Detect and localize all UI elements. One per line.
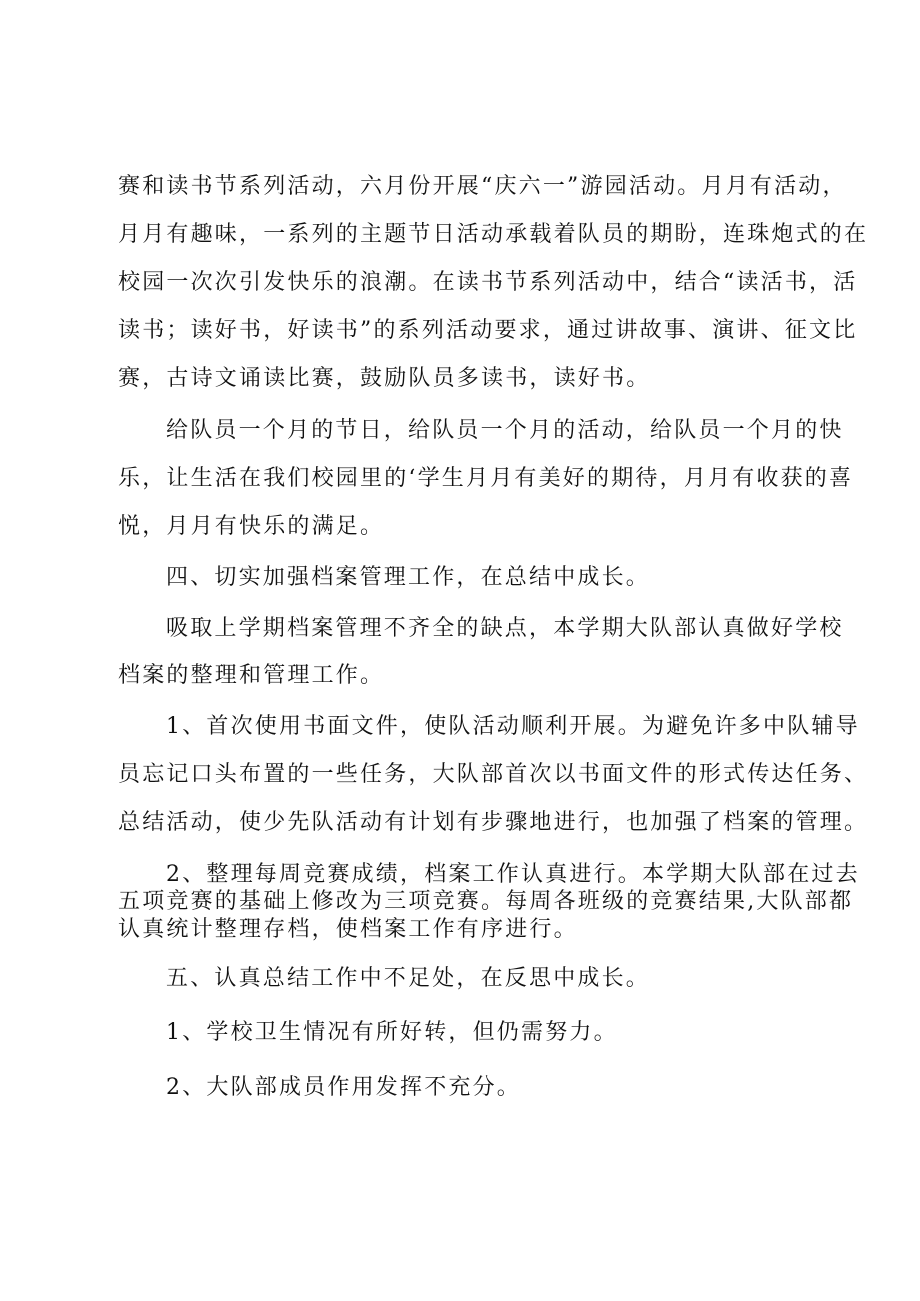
paragraph-1-line-2: 月月有趣味，一系列的主题节日活动承载着队员的期盼，连珠炮式的在	[118, 222, 869, 247]
paragraph-6-line-2: 五项竞赛的基础上修改为三项竞赛。每周各班级的竞赛结果,大队部都	[118, 889, 854, 914]
paragraph-4-line-2: 档案的整理和管理工作。	[118, 663, 385, 688]
paragraph-2-line-2: 乐，让生活在我们校园里的‘学生月月有美好的期待，月月有收获的喜	[118, 466, 854, 491]
paragraph-1-line-4: 读书；读好书，好读书”的系列活动要求，通过讲故事、演讲、征文比	[118, 318, 858, 343]
section-heading-5: 五、认真总结工作中不足处，在反思中成长。	[166, 966, 651, 991]
paragraph-2-line-3: 悦，月月有快乐的满足。	[118, 514, 385, 539]
paragraph-4-line-1: 吸取上学期档案管理不齐全的缺点，本学期大队部认真做好学校	[166, 616, 844, 641]
section-heading-4: 四、切实加强档案管理工作，在总结中成长。	[166, 565, 651, 590]
paragraph-1-line-5: 赛，古诗文诵读比赛，鼓励队员多读书，读好书。	[118, 366, 651, 391]
paragraph-5-line-2: 员忘记口头布置的一些任务，大队部首次以书面文件的形式传达任务、	[118, 762, 869, 787]
paragraph-6-line-1: 2、整理每周竞赛成绩，档案工作认真进行。本学期大队部在过去	[166, 862, 860, 887]
list-item-1: 1、学校卫生情况有所好转，但仍需努力。	[166, 1020, 618, 1045]
list-item-2: 2、大队部成员作用发挥不充分。	[166, 1075, 521, 1100]
paragraph-1-line-3: 校园一次次引发快乐的浪潮。在读书节系列活动中，结合“读活书，活	[118, 270, 858, 295]
paragraph-5-line-1: 1、首次使用书面文件，使队活动顺利开展。为避免许多中队辅导	[166, 714, 860, 739]
paragraph-5-line-3: 总结活动，使少先队活动有计划有步骤地进行，也加强了档案的管理。	[118, 810, 869, 835]
paragraph-2-line-1: 给队员一个月的节日，给队员一个月的活动，给队员一个月的快	[166, 418, 844, 443]
paragraph-1-line-1: 赛和读书节系列活动，六月份开展“庆六一”游园活动。月月有活动，	[118, 174, 847, 199]
paragraph-6-line-3: 认真统计整理存档，使档案工作有序进行。	[118, 917, 578, 942]
